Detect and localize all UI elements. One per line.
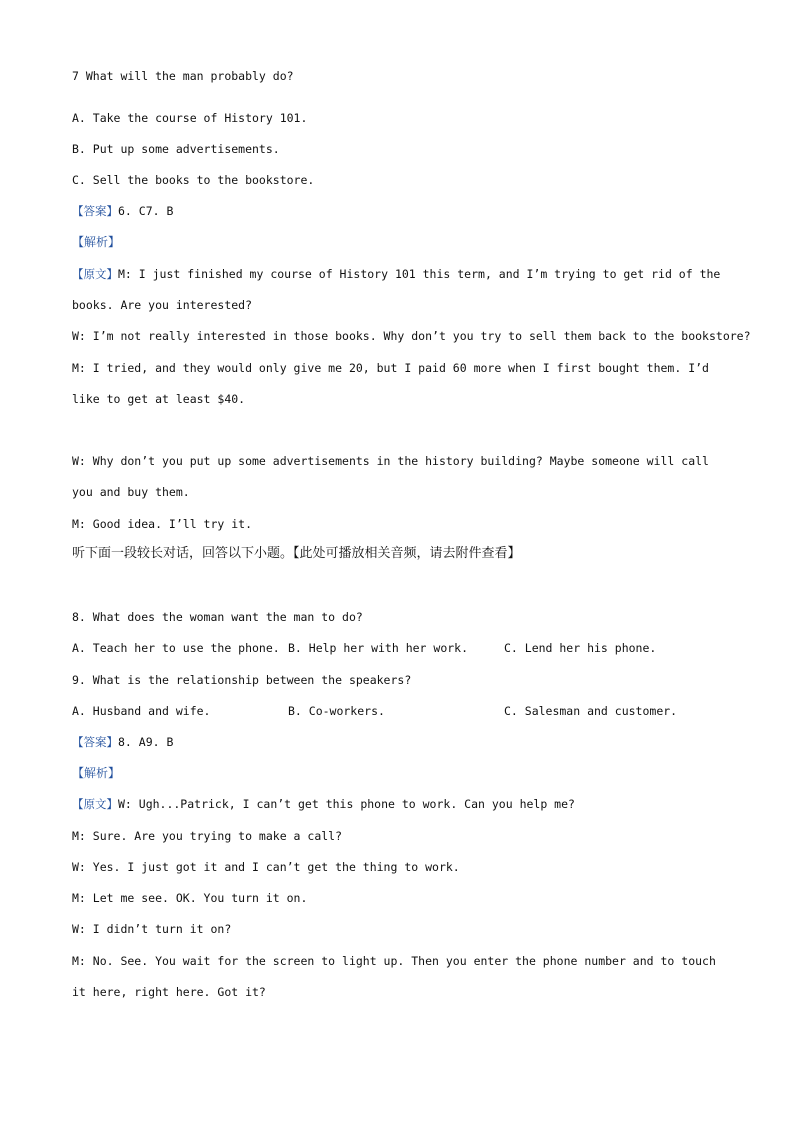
transcript-1-line-3: M: I tried, and they would only give me 20, but I paid 60 more when I first bought them. I’d <box>72 361 709 375</box>
q9-option-a: A. Husband and wife. <box>72 704 211 718</box>
question-8: 8. What does the woman want the man to do? <box>72 610 363 624</box>
q9-options <box>72 703 752 719</box>
transcript-2-line-1: M: Sure. Are you trying to make a call? <box>72 829 343 843</box>
answer-tag: 【答案】 <box>72 735 118 749</box>
q8-option-c: C. Lend her his phone. <box>504 641 657 655</box>
q7-option-b: B. Put up some advertisements. <box>72 142 280 156</box>
q7-option-a: A. Take the course of History 101. <box>72 111 308 125</box>
analysis-tag: 【解析】 <box>72 766 121 780</box>
answer-text: 6. C7. B <box>118 204 174 218</box>
question-9: 9. What is the relationship between the speakers? <box>72 673 412 687</box>
q9-option-b: B. Co-workers. <box>288 704 385 718</box>
transcript-1-line-4: like to get at least $40. <box>72 392 246 406</box>
q9-option-c: C. Salesman and customer. <box>504 704 678 718</box>
transcript-tag: 【原文】 <box>72 797 118 811</box>
transcript-text: M: I just finished my course of History 101 this term, and I’m trying to get rid of the <box>118 267 721 281</box>
transcript-text: W: Ugh...Patrick, I can’t get this phone to work. Can you help me? <box>118 797 575 811</box>
q8-options <box>72 640 752 656</box>
transcript-1-line-7: M: Good idea. I’ll try it. <box>72 517 253 531</box>
answer-text: 8. A9. B <box>118 735 174 749</box>
answer-tag: 【答案】 <box>72 204 118 218</box>
transcript-2-line-0 <box>72 796 575 812</box>
transcript-2-line-5: M: No. See. You wait for the screen to light up. Then you enter the phone number and to touch <box>72 954 716 968</box>
q7-option-c: C. Sell the books to the bookstore. <box>72 173 315 187</box>
transcript-2-line-3: M: Let me see. OK. You turn it on. <box>72 891 308 905</box>
transcript-2-line-2: W: Yes. I just got it and I can’t get the thing to work. <box>72 860 460 874</box>
analysis-tag: 【解析】 <box>72 235 121 249</box>
q8-option-b: B. Help her with her work. <box>288 641 469 655</box>
transcript-2-line-4: W: I didn’t turn it on? <box>72 922 232 936</box>
transcript-1-line-0 <box>72 266 720 282</box>
q8-option-a: A. Teach her to use the phone. <box>72 641 280 655</box>
transcript-1-line-1: books. Are you interested? <box>72 298 253 312</box>
answer-line-1 <box>72 203 173 219</box>
transcript-1-line-2: W: I’m not really interested in those books. Why don’t you try to sell them back to the bookstore? <box>72 329 751 343</box>
transcript-2-line-6: it here, right here. Got it? <box>72 985 266 999</box>
listening-instruction: 听下面一段较长对话，回答以下小题。【此处可播放相关音频，请去附件查看】 <box>72 546 521 561</box>
transcript-1-line-6: you and buy them. <box>72 485 190 499</box>
analysis-line-2 <box>72 765 120 781</box>
analysis-line-1 <box>72 234 120 250</box>
question-7: 7 What will the man probably do? <box>72 69 294 83</box>
answer-line-2 <box>72 734 173 750</box>
transcript-tag: 【原文】 <box>72 267 118 281</box>
transcript-1-line-5: W: Why don’t you put up some advertisements in the history building? Maybe someone will call <box>72 454 709 468</box>
